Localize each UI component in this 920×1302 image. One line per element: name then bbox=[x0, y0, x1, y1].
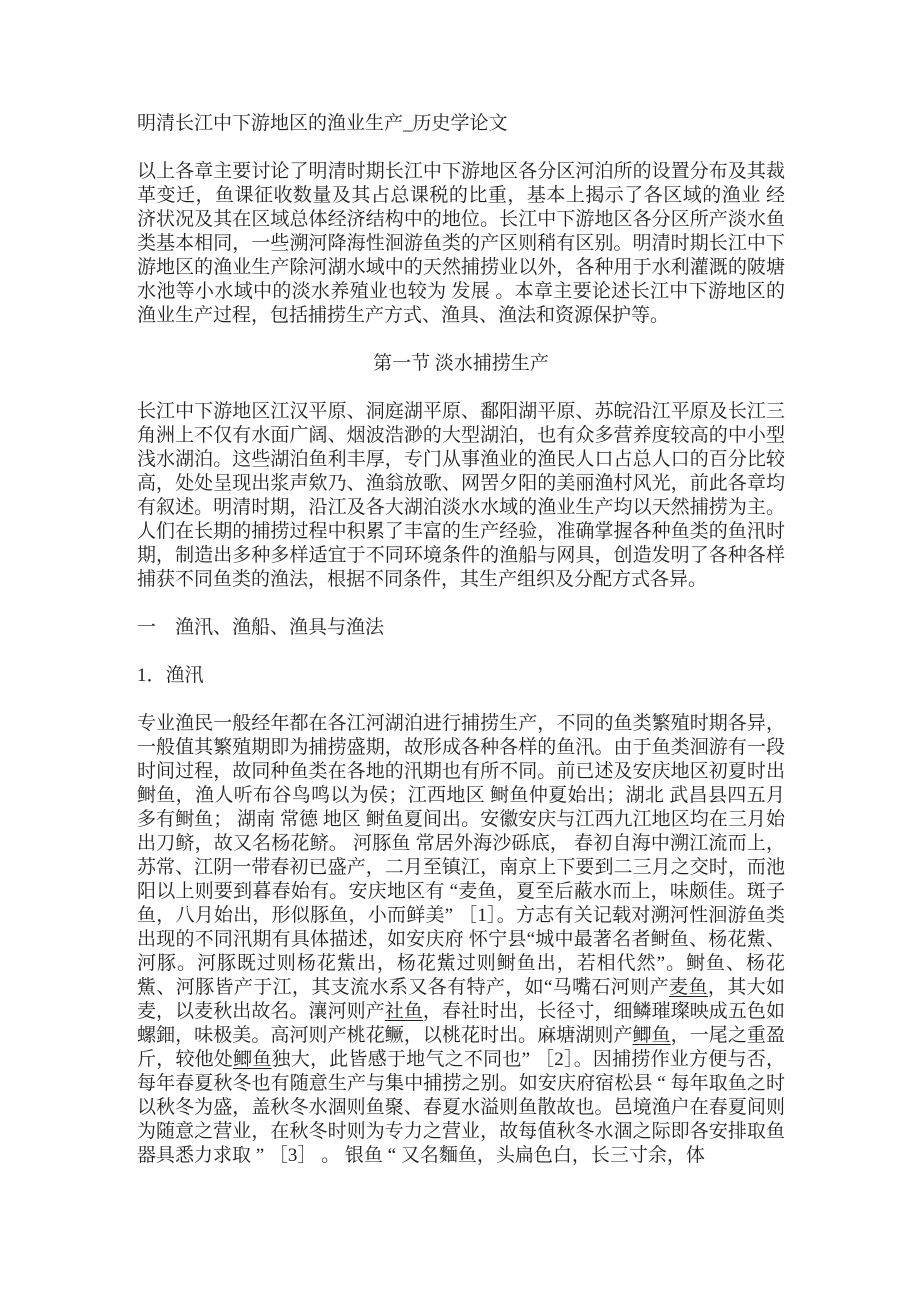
text-segment: ，其大如麦，以麦秋出故名。瀼河则产 bbox=[137, 977, 785, 1022]
text-segment: ，一尾之重盈斤，较他处 bbox=[137, 1025, 785, 1070]
subsubsection-heading: 1．渔汛 bbox=[137, 665, 204, 686]
document-page bbox=[137, 112, 785, 1168]
text-segment: 独大，此皆感于地气之不同也” ［2］。因捕捞作业方便与否，每年春夏秋冬也有随意生产与集中捕捞之别。如安庆府宿松县 “ 每年取鱼之时以秋冬为盛，盖秋冬水涸则鱼聚、春夏水溢则鱼散故也。邑境渔户在春夏间则为随意之营业，在秋冬时则为专力之营业，故每值秋冬水涸之际即各安排取鱼器具悉力求取 ” ［3］ 。 银鱼 “ 又名麵鱼，头扁色白，长三寸余，体 bbox=[137, 1049, 785, 1166]
underlined-term: 麦鱼 bbox=[669, 977, 708, 998]
document-title: 明清长江中下游地区的渔业生产_历史学论文 bbox=[137, 113, 508, 134]
text-segment: ，春社时出，长径寸，细鳞璀璨映成五色如螺鈿，味极美。高河则产桃花鳜，以桃花时出。麻塘湖则产 bbox=[137, 1001, 785, 1046]
text-segment: 专业渔民一般经年都在各江河湖泊进行捕捞生产，不同的鱼类繁殖时期各异，一般值其繁殖期即为捕捞盛期，故形成各种各样的鱼汛。由于鱼类洄游有一段时间过程，故同种鱼类在各地的汛期也有所不同。前已述及安庆地区初夏时出鲥鱼，渔人听布谷鸟鸣以为侯；江西地区 鲥鱼仲夏始出；湖北 武昌县四五月多有鲥鱼； 湖南 常德 地区 鲥鱼夏间出。安徽安庆与江西九江地区均在三月始出刀鲚，故又名杨花鲚。 河豚鱼 常居外海沙砾底， 春初自海中溯江流而上，苏常、江阴一带春初已盛产，二月至镇江，南京上下要到二三月之交时，而池阳以上则要到暮春始有。安庆地区有 “麦鱼，夏至后蔽水而上，味颇佳。斑子鱼，八月始出，形似豚鱼，小而鲜美” ［1］。方志有关记载对溯河性洄游鱼类出现的不同汛期有具体描述，如安庆府 怀宁县“城中最著名者鲥鱼、杨花鮆、河豚。河豚既过则杨花鮆出，杨花鮆过则鲥鱼出，若相代然”。鲥鱼、杨花鮆、河豚皆产于江，其支流水系又各有特产，如“马嘴石河则产 bbox=[137, 713, 785, 998]
underlined-term: 社鱼 bbox=[384, 1001, 423, 1022]
section-heading: 第一节 淡水捕捞生产 bbox=[373, 353, 549, 374]
subsection-heading: 一 渔汛、渔船、渔具与渔法 bbox=[137, 617, 385, 638]
underlined-term: 鲫鱼 bbox=[632, 1025, 671, 1046]
underlined-term: 鲫鱼 bbox=[233, 1049, 272, 1070]
paragraph-section-intro: 长江中下游地区江汉平原、洞庭湖平原、鄱阳湖平原、苏皖沿江平原及长江三角洲上不仅有水面广阔、烟波浩渺的大型湖泊，也有众多营养度较高的中小型浅水湖泊。这些湖泊鱼利丰厚，专门从事渔业的渔民人口占总人口的百分比较高，处处呈现出浆声欸乃、渔翁放歌、网罟夕阳的美丽渔村风光，前此各章均有叙述。明清时期，沿江及各大湖泊淡水水域的渔业生产均以天然捕捞为主。人们在长期的捕捞过程中积累了丰富的生产经验，准确掌握各种鱼类的鱼汛时期，制造出多种多样适宜于不同环境条件的渔船与网具，创造发明了各种各样捕获不同鱼类的渔法，根据不同条件，其生产组织及分配方式各异。 bbox=[137, 401, 785, 590]
paragraph-fish-seasons bbox=[137, 712, 785, 1168]
paragraph-overview: 以上各章主要讨论了明清时期长江中下游地区各分区河泊所的设置分布及其裁革变迁，鱼课征收数量及其占总课税的比重，基本上揭示了各区域的渔业 经济状况及其在区域总体经济结构中的地位。长江中下游地区各分区所产淡水鱼类基本相同，一些溯河降海性洄游鱼类的产区则稍有区别。明清时期长江中下游地区的渔业生产除河湖水域中的天然捕捞业以外，各种用于水利灌溉的陂塘水池等小水域中的淡水养殖业也较为 发展 。本章主要论述长江中下游地区的渔业生产过程，包括捕捞生产方式、渔具、渔法和资源保护等。 bbox=[137, 161, 785, 326]
